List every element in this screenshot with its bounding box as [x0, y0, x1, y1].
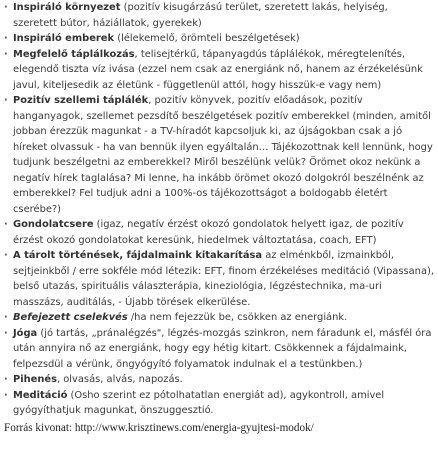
- item-text: , olvasás, alvás, napozás.: [56, 374, 183, 385]
- item-title: Inspiráló emberek: [13, 33, 115, 44]
- item-title: Megfelelő táplálkozás: [13, 48, 135, 60]
- bullet-icon: ·: [4, 374, 8, 385]
- item-title: Pozitív szellemi táplálék: [13, 95, 149, 106]
- bullet-icon: ·: [4, 312, 8, 323]
- item-text: , pozitív könyvek, pozitív előadások, pozitív hanganyagok, szellemet pezsdítő beszélgetések pozitív emberekkel (minden, amitől jobban érezzük magunkat - a TV-híradót kapcsoljuk ki, az újságokban csak a jó híreket olvassuk - ha van bennük ilyen egyáltalán… Tájékozottnak kell lennünk, hogy tudjunk beszélgetni az emberekkel? Miről beszélünk velük? Örömet okoz nekünk a negatív hírek taglalása? Mi lenne, ha inkább örömet okozó dolgokról beszélnénk az emberekkel? Fel tudjuk adni a 100%-os tájékozottságot a boldogabb életért cserébe?): [13, 95, 433, 215]
- item-title: Jóga: [13, 327, 38, 339]
- item-text: (jó tartás, „pránalégzés", légzés-mozgás szinkron, nem fáradunk el, másfél óra után annyira nő az energiánk, hogy egy hétig kitart. Csökkennek a fájdalmaink, felpezsdül a vérünk, öngyógyító folyamatok indulnak el a testünkben.): [13, 327, 432, 370]
- item-title: A tárolt történések, fájdalmaink kitakarítása: [13, 250, 263, 261]
- bullet-icon: ·: [4, 250, 8, 261]
- list-item: [0, 372, 438, 388]
- list-item: [0, 388, 438, 419]
- list-item: [0, 310, 438, 326]
- item-text: , telisejtérkű, tápanyagdús táplálékok, méregtelenítés, elegendő tiszta víz ivása (ezzel nem csak az energiánk nő, hanem az érzékelésünk javul, kiteljesedik az életünk - függetlenül attól, hogy hisszük-e vagy nem): [13, 48, 423, 91]
- list-item: [0, 93, 438, 217]
- bullet-icon: ·: [4, 2, 8, 13]
- list-item: [0, 217, 438, 248]
- item-text: /ha nem fejezzük be, csökken az energiánk.: [127, 312, 348, 323]
- list-item: [0, 326, 438, 373]
- item-text: (lélekemelő, örömteli beszélgetések): [114, 33, 300, 44]
- item-title: Pihenés: [13, 374, 57, 385]
- bullet-icon: ·: [4, 219, 8, 230]
- list-item: [0, 0, 438, 31]
- item-text: (igaz, negatív érzést okozó gondolatok helyett igaz, de pozitív érzést okozó gondolatokat keresünk, hiedelmek változtatása, coach, EFT): [13, 219, 404, 246]
- item-text: (Osho szerint ez pótolhatatlan energiát ad), agykontroll, amivel gyógyíthatjuk magunkat, önszuggesztió.: [13, 389, 385, 416]
- list-item: [0, 47, 438, 94]
- bullet-icon: ·: [4, 33, 8, 44]
- item-text: (pozitív kisugárzású terület, szeretett lakás, helyiség, szeretett bútor, háziállatok, gyerekek): [13, 2, 388, 29]
- bullet-icon: ·: [4, 48, 8, 60]
- item-title: Inspiráló környezet: [13, 2, 121, 13]
- list-item: [0, 248, 438, 310]
- item-title: Meditáció: [13, 389, 68, 401]
- bullet-icon: ·: [4, 389, 8, 401]
- item-title: Befejezett cselekvés: [13, 312, 128, 323]
- list-item: [0, 31, 438, 47]
- item-text: az elménkből, izmainkból, sejtjeinkből / erre sokféle mód létezik: EFT, finom érzékeléses meditáció (Vipassana), belső utazás, spirituális választerápia, kineziológia, légzéstechnika, ma-uri masszázs, auditálás, - Újabb törések elkerülése.: [13, 250, 434, 308]
- source-citation: Forrás kivonat: http://www.krisztinews.com/energia-gyujtesi-modok/: [4, 421, 314, 434]
- bullet-icon: ·: [4, 95, 8, 106]
- item-title: Gondolatcsere: [13, 219, 94, 230]
- bullet-icon: ·: [4, 327, 8, 339]
